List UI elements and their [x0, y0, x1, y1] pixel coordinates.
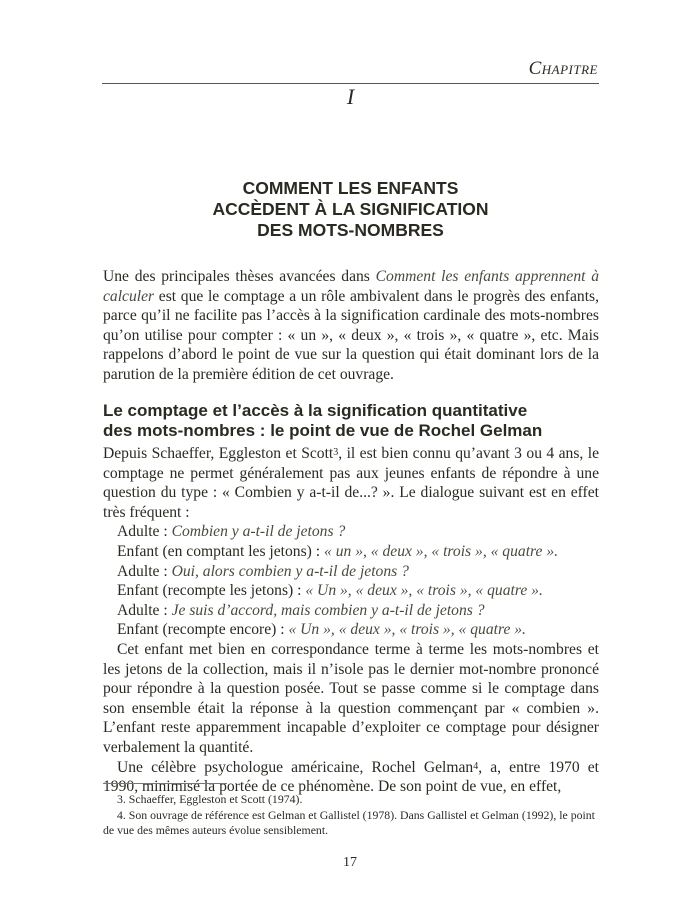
footnote: 4. Son ouvrage de référence est Gelman et Gallistel (1978). Dans Gallistel et Gelman (1992), le point de vue des mêmes auteurs évolue sensiblement.: [103, 807, 595, 837]
page-number: 17: [343, 855, 357, 870]
footnote: 3. Schaeffer, Eggleston et Scott (1974).: [117, 792, 303, 806]
footnote-ref[interactable]: 3: [333, 447, 339, 458]
speech: Combien y a-t-il de jetons ?: [171, 523, 346, 541]
title-line: DES MOTS-NOMBRES: [257, 220, 444, 240]
text: , il est bien connu qu’avant 3 ou 4 ans, le comptage ne permet généralement pas aux jeunes enfants de répondre à une question du type : « Combien y a-t-il de...? ». Le dialogue suivant est en effet très fréquent :: [103, 445, 599, 521]
intro-paragraph: [103, 267, 599, 385]
section-heading: [103, 401, 603, 441]
footnote-ref[interactable]: 4: [473, 760, 479, 772]
dialogue: [103, 522, 599, 640]
chapter-title: [102, 178, 599, 241]
speaker: Enfant (recompte les jetons) :: [117, 582, 306, 600]
speech: Oui, alors combien y a-t-il de jetons ?: [171, 562, 409, 580]
text: Une des principales thèses avancées dans: [103, 268, 376, 285]
text: , a, entre 1970 et 1990, minimisé la portée de ce phénomène. De son point de vue, en effet,: [103, 758, 600, 796]
speech: « Un », « deux », « trois », « quatre ».: [288, 621, 526, 639]
speaker: Adulte :: [117, 523, 172, 541]
speech: « Un », « deux », « trois », « quatre ».: [305, 582, 543, 600]
speech: « un », « deux », « trois », « quatre ».: [324, 542, 559, 560]
text: Une célèbre psychologue américaine, Rochel Gelman: [117, 758, 474, 776]
speaker: Adulte :: [117, 601, 172, 619]
paragraph: [103, 758, 599, 797]
text: est que le comptage a un rôle ambivalent dans le progrès des enfants, parce qu’il ne facilite pas l’accès à la signification cardinale des mots-nombres qu’on utilise pour compter : « un », « deux », « trois », « quatre », etc. Mais rappelons d’abord le point de vue sur la question qui était dominant lors de la parution de la première édition de cet ouvrage.: [103, 287, 599, 383]
text: Depuis Schaeffer, Eggleston et Scott: [103, 445, 334, 462]
chapter-word: Chapitre: [528, 58, 598, 79]
paragraph: Cet enfant met bien en correspondance terme à terme les mots-nombres et les jetons de la collection, mais il n’isole pas le dernier mot-nombre prononcé pour répondre à la question posée. Tout se passe comme si le comptage dans son ensemble était la réponse à la question commençant par « combien ». L’enfant reste apparemment incapable d’exploiter ce comptage pour désigner verbalement la quantité.: [103, 640, 599, 756]
heading-line: des mots-nombres : le point de vue de Rochel Gelman: [103, 421, 543, 440]
footnote-rule: [103, 783, 227, 784]
title-line: ACCÈDENT À LA SIGNIFICATION: [212, 199, 489, 219]
paragraph: [103, 444, 599, 522]
heading-line: Le comptage et l’accès à la signification quantitative: [103, 401, 528, 420]
section-body: [103, 444, 599, 797]
title-line: COMMENT LES ENFANTS: [242, 178, 459, 198]
speaker: Enfant (en comptant les jetons) :: [117, 542, 324, 560]
dialogue-line: [103, 542, 599, 562]
speech: Je suis d’accord, mais combien y a-t-il de jetons ?: [171, 601, 485, 619]
dialogue-line: [103, 601, 599, 621]
speaker: Adulte :: [117, 562, 172, 580]
speaker: Enfant (recompte encore) :: [117, 621, 289, 639]
dialogue-line: [103, 522, 599, 542]
chapter-label: [529, 58, 598, 80]
dialogue-line: [103, 581, 599, 601]
footnotes: [103, 792, 599, 839]
dialogue-line: [103, 562, 599, 582]
dialogue-line: [103, 620, 599, 640]
chapter-number: I: [346, 84, 355, 109]
book-title: Comment les enfants apprennent à calculer: [103, 268, 599, 305]
